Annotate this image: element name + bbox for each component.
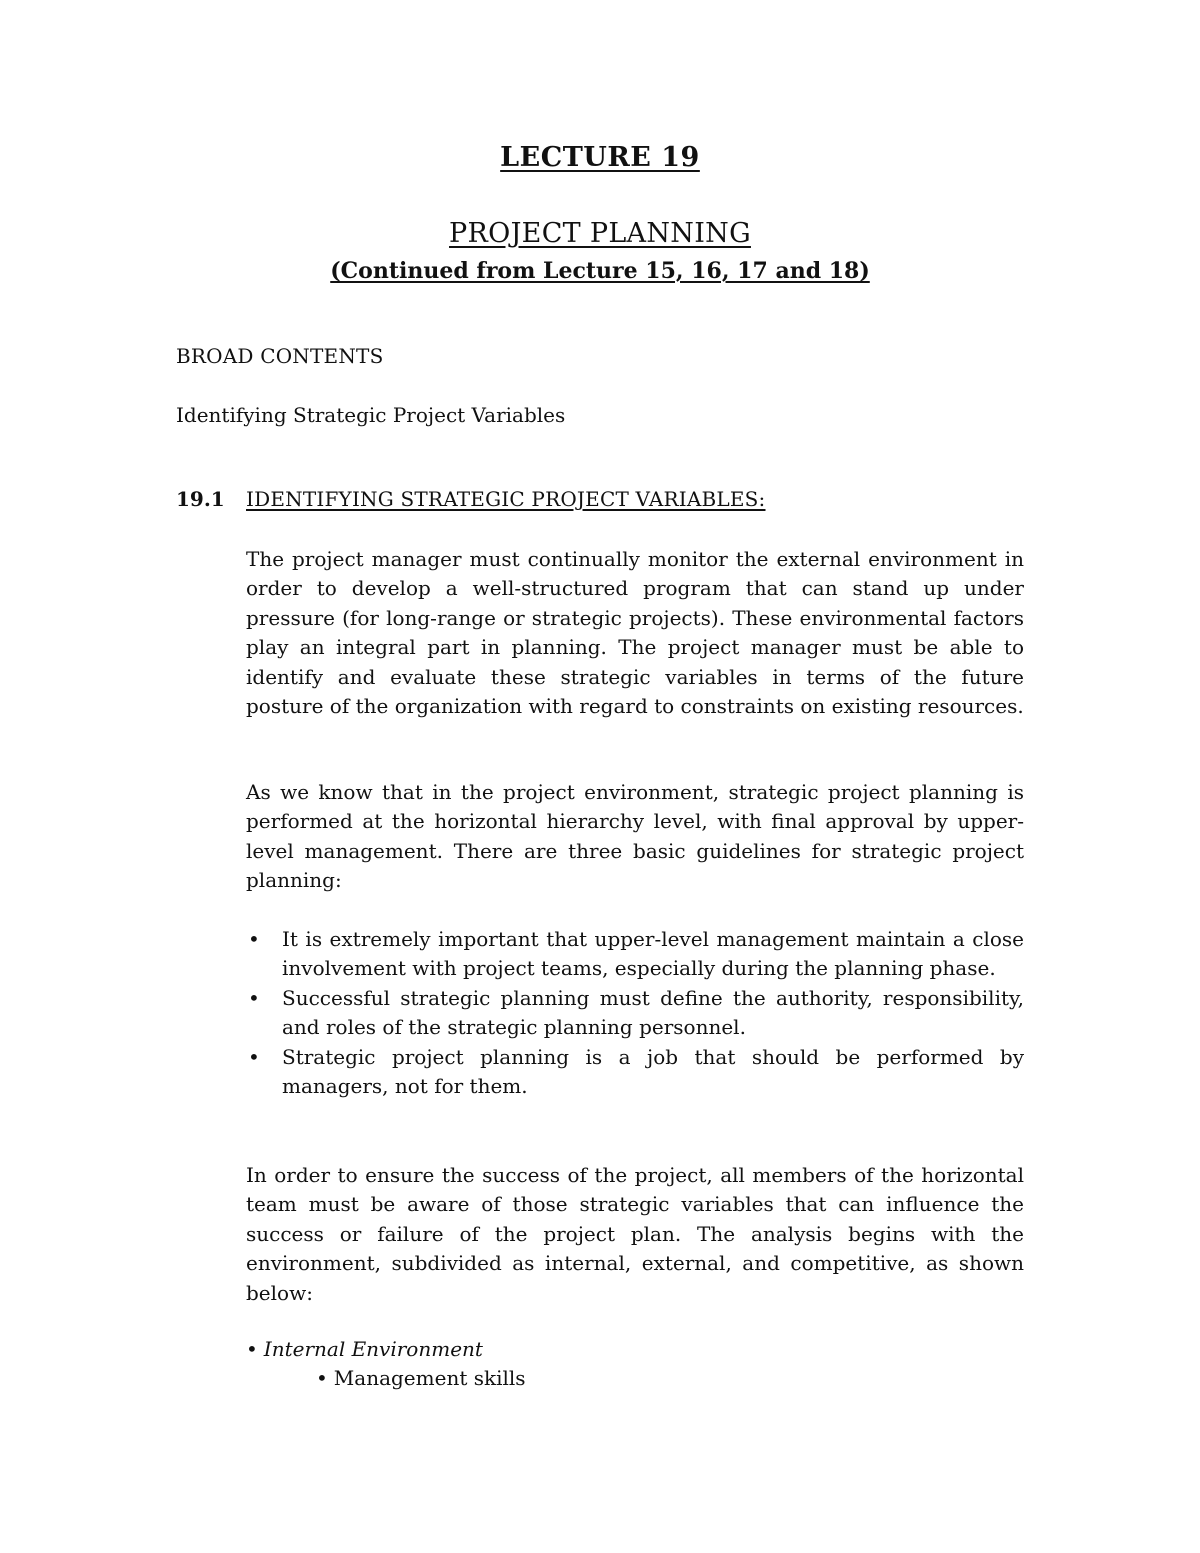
list-item-text: Successful strategic planning must define the authority, responsibility, and roles of the strategic planning personnel.	[282, 985, 1024, 1040]
paragraph: As we know that in the project environment, strategic project planning is performed at the horizontal hierarchy level, with final approval by upper-level management. There are three basic guidelines for strategic project planning:	[246, 780, 1024, 893]
paragraph: The project manager must continually monitor the external environment in order to develop a well-structured program that can stand up under pressure (for long-range or strategic projects). These environmental factors play an integral part in planning. The project manager must be able to identify and evaluate these strategic variables in terms of the future posture of the organization with regard to constraints on existing resources.	[246, 547, 1024, 719]
guidelines-list	[246, 925, 1024, 1101]
environment-item	[246, 1337, 483, 1361]
topic-title: PROJECT PLANNING	[449, 218, 751, 249]
broad-contents-item: Identifying Strategic Project Variables	[176, 403, 566, 427]
bullet-icon: •	[248, 1044, 260, 1069]
bullet-icon: •	[316, 1366, 328, 1390]
list-item	[246, 925, 1024, 984]
continued-note: (Continued from Lecture 15, 16, 17 and 18)	[330, 258, 870, 284]
lecture-title: LECTURE 19	[500, 142, 700, 173]
broad-contents-heading: BROAD CONTENTS	[176, 344, 384, 368]
list-item-text: Strategic project planning is a job that should be performed by managers, not for them.	[282, 1044, 1024, 1099]
section-number: 19.1	[176, 487, 225, 511]
bullet-icon: •	[246, 1337, 258, 1361]
environment-subitem	[316, 1366, 526, 1390]
bullet-icon: •	[248, 927, 260, 951]
bullet-icon: •	[248, 985, 260, 1010]
section-title: IDENTIFYING STRATEGIC PROJECT VARIABLES:	[246, 487, 766, 511]
paragraph: In order to ensure the success of the project, all members of the horizontal team must be aware of those strategic variables that can influence the success or failure of the project plan. The analysis begins with the environment, subdivided as internal, external, and competitive, as shown below:	[246, 1163, 1024, 1305]
list-item-text: It is extremely important that upper-level management maintain a close involvement with project teams, especially during the planning phase.	[282, 927, 1024, 981]
list-item	[246, 984, 1024, 1043]
environment-item-text: Internal Environment	[263, 1337, 483, 1361]
environment-subitem-text: Management skills	[333, 1366, 526, 1390]
list-item	[246, 1043, 1024, 1102]
